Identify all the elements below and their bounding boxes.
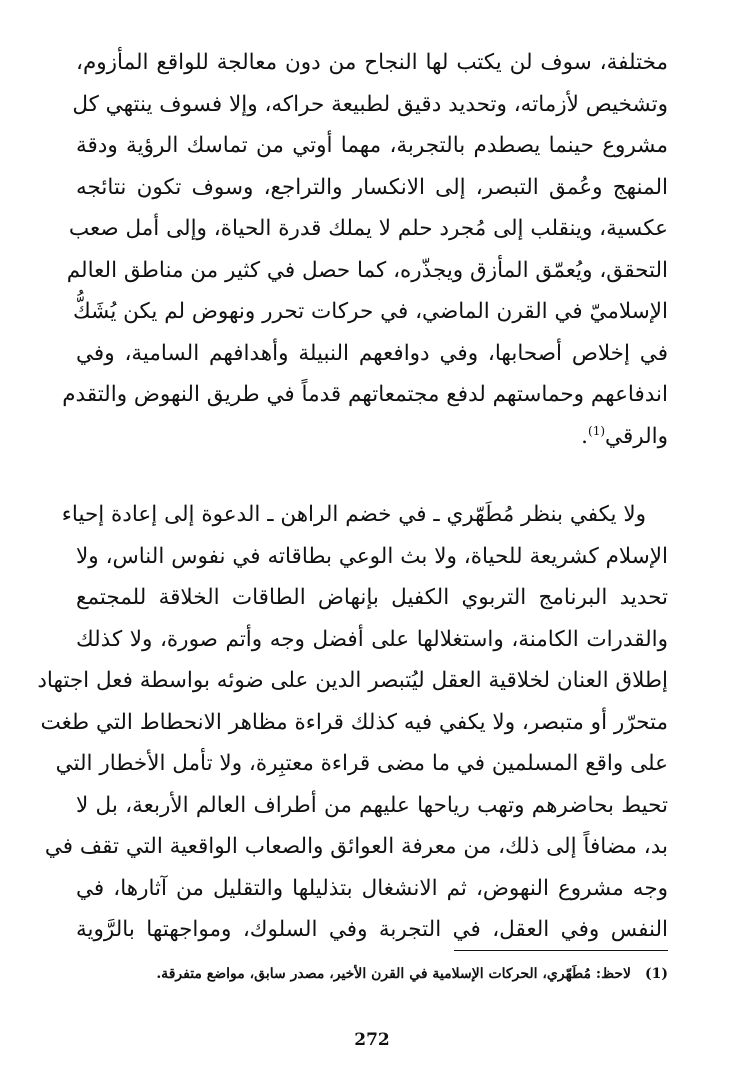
paragraph-2-line: متحرّر أو متبصر، ولا يكفي فيه كذلك قراءة مظاهر الانحطاط التي طغت bbox=[40, 709, 668, 735]
last-line-text: والرقي bbox=[605, 423, 668, 449]
page-number: 272 bbox=[354, 1030, 390, 1050]
paragraph-2-line: إطلاق العنان لخلاقية العقل ليُتبصر الدين على ضوئه بواسطة فعل اجتهاد bbox=[37, 668, 668, 693]
footnote-divider bbox=[454, 950, 668, 951]
paragraph-2-line: والقدرات الكامنة، واستغلالها على أفضل وجه وأتم صورة، ولا كذلك bbox=[76, 626, 668, 652]
paragraph-1 bbox=[62, 42, 668, 457]
paragraph-1-line: وتشخيص لأزماته، وتحديد دقيق لطبيعة حراكه، وإلا فسوف ينتهي كل bbox=[72, 91, 668, 117]
paragraph-1-line: التحقق، ويُعمّق المأزق ويجذّره، كما حصل في كثير من مناطق العالم bbox=[66, 257, 668, 283]
paragraph-1-line: عكسية، وينقلب إلى مُجرد حلم لا يملك قدرة الحياة، وإلى أمل صعب bbox=[68, 216, 668, 241]
paragraph-2-line: وجه مشروع النهوض، ثم الانشغال بتذليلها والتقليل من آثارها، في bbox=[76, 875, 668, 901]
book-page bbox=[37, 42, 668, 1062]
paragraph-1-line: الإسلاميّ في القرن الماضي، في حركات تحرر ونهوض لم يكن يُشَكُّ bbox=[73, 299, 668, 324]
paragraph-1-line: مختلفة، سوف لن يكتب لها النجاح من دون معالجة للواقع المأزوم، bbox=[76, 50, 668, 75]
paragraph-2-line: الإسلام كشريعة للحياة، ولا بث الوعي بطاقاته في نفوس الناس، ولا bbox=[76, 543, 668, 569]
paragraph-2-line: على واقع المسلمين في ما مضى قراءة معتبِرة، ولا تأمل الأخطار التي bbox=[55, 751, 668, 776]
footnote-text: لاحظ: مُطَهّري، الحركات الإسلامية في القرن الأخير، مصدر سابق، مواضع متفرقة. bbox=[156, 966, 631, 982]
sentence-end: . bbox=[581, 423, 589, 449]
paragraph-2-line: ولا يكفي بنظر مُطَهّري ـ في خضم الراهن ـ الدعوة إلى إعادة إحياء bbox=[61, 502, 646, 527]
footnote-reference[interactable]: (1) bbox=[588, 423, 606, 438]
paragraph-1-line: في إخلاص أصحابها، وفي دوافعهم النبيلة وأهدافهم السامية، وفي bbox=[76, 340, 668, 366]
paragraph-2-line: بد، مضافاً إلى ذلك، من معرفة العوائق والصعاب الواقعية التي تقف في bbox=[44, 834, 668, 859]
paragraph-2-line: تحديد البرنامج التربوي الكفيل بإنهاض الطاقات الخلاقة للمجتمع bbox=[76, 585, 668, 610]
paragraph-1-last-line bbox=[76, 416, 668, 458]
footnote-number: (1) bbox=[645, 966, 668, 982]
paragraph-1-line: اندفاعهم وحماستهم لدفع مجتمعاتهم قدماً في طريق النهوض والتقدم bbox=[62, 382, 668, 407]
footnote bbox=[76, 963, 668, 985]
paragraph-2-line: النفس وفي العقل، في التجربة وفي السلوك، ومواجهتها بالرَّوية bbox=[76, 917, 668, 942]
paragraph-1-line: مشروع حينما يصطدم بالتجربة، مهما أوتي من تماسك الرؤية ودقة bbox=[76, 133, 668, 158]
paragraph-1-line: المنهج وعُمق التبصر، إلى الانكسار والتراجع، وسوف تكون نتائجه bbox=[76, 174, 668, 200]
paragraph-2 bbox=[37, 494, 668, 951]
paragraph-2-line: تحيط بحاضرهم وتهب رياحها عليهم من أطراف العالم الأربعة، بل لا bbox=[76, 792, 668, 818]
